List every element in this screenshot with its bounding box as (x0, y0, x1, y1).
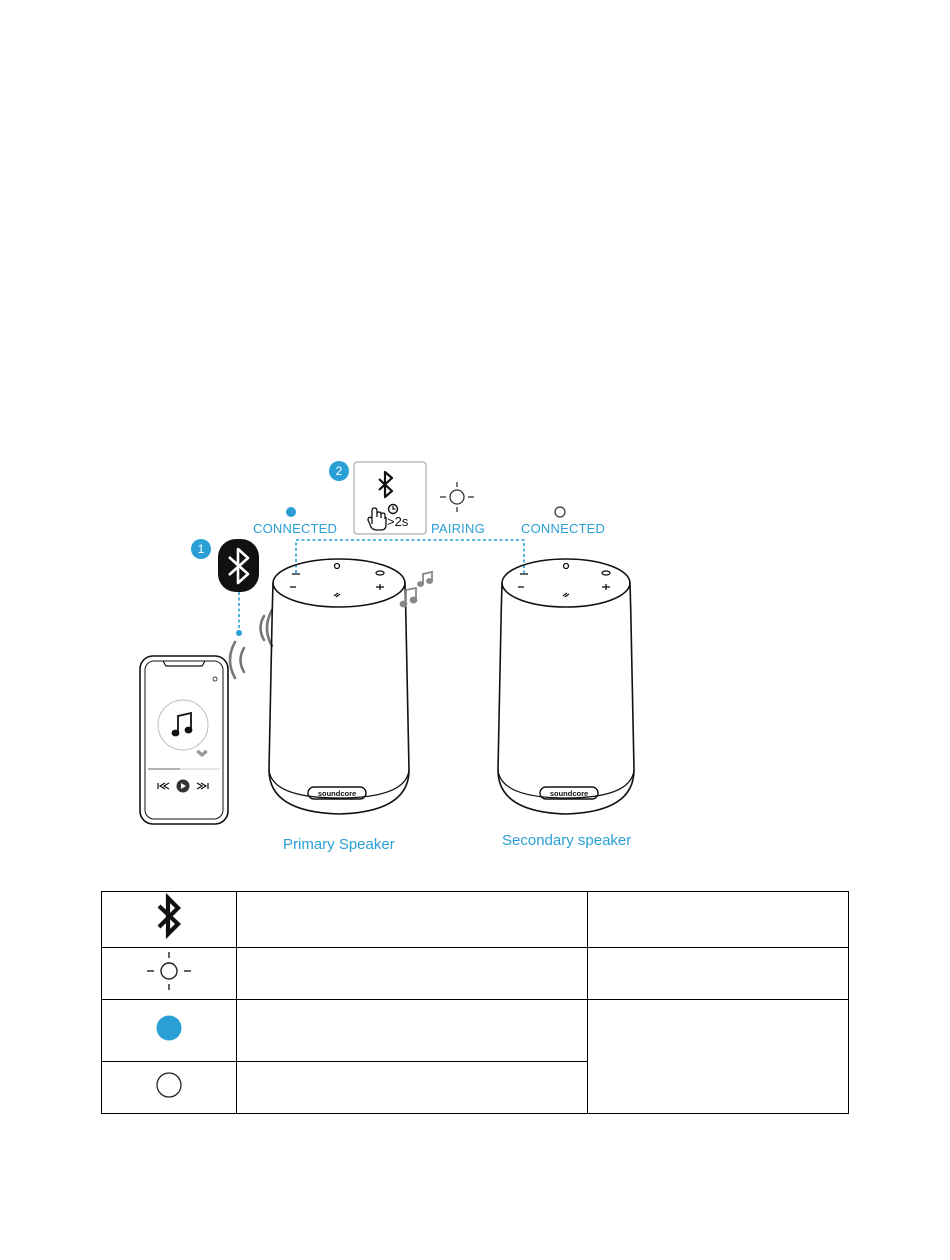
brand-logo: soundcore (549, 789, 589, 798)
led-white-icon (154, 1070, 184, 1100)
legend-note (588, 948, 849, 1000)
legend-note (588, 892, 849, 948)
primary-speaker-label: Primary Speaker (283, 836, 395, 853)
wireless-signal-icon (230, 610, 272, 678)
bluetooth-icon (154, 892, 184, 942)
step-1-number: 1 (197, 542, 205, 556)
secondary-status-label: CONNECTED (521, 521, 606, 536)
step-2-number: 2 (335, 464, 343, 478)
led-legend-table (101, 891, 849, 1114)
led-white-icon (555, 507, 565, 517)
led-flashing-icon (139, 948, 199, 994)
hold-duration: >2s (387, 514, 409, 529)
primary-speaker (269, 559, 409, 814)
table-row (102, 892, 849, 948)
pairing-status-label: PAIRING (431, 521, 485, 536)
legend-description (237, 892, 588, 948)
connection-dashed-line (239, 540, 524, 632)
brand-logo: soundcore (317, 789, 357, 798)
legend-description (237, 948, 588, 1000)
led-flashing-icon (440, 482, 474, 512)
smartphone (140, 656, 228, 824)
legend-note (588, 1000, 849, 1114)
music-note-icon (173, 713, 192, 736)
led-solid-blue-icon (286, 507, 296, 517)
secondary-speaker-label: Secondary speaker (502, 832, 632, 849)
table-row (102, 1000, 849, 1062)
music-notes-icon (401, 572, 433, 607)
led-solid-blue-icon (154, 1013, 184, 1043)
primary-status-label: CONNECTED (253, 521, 338, 536)
speaker-top-buttons (290, 564, 384, 598)
next-track-icon (197, 783, 208, 789)
legend-description (237, 1062, 588, 1114)
legend-description (237, 1000, 588, 1062)
secondary-speaker (498, 559, 634, 814)
previous-track-icon (158, 783, 169, 789)
speaker-top-buttons (518, 564, 610, 598)
bluetooth-badge (218, 539, 259, 592)
table-row (102, 948, 849, 1000)
